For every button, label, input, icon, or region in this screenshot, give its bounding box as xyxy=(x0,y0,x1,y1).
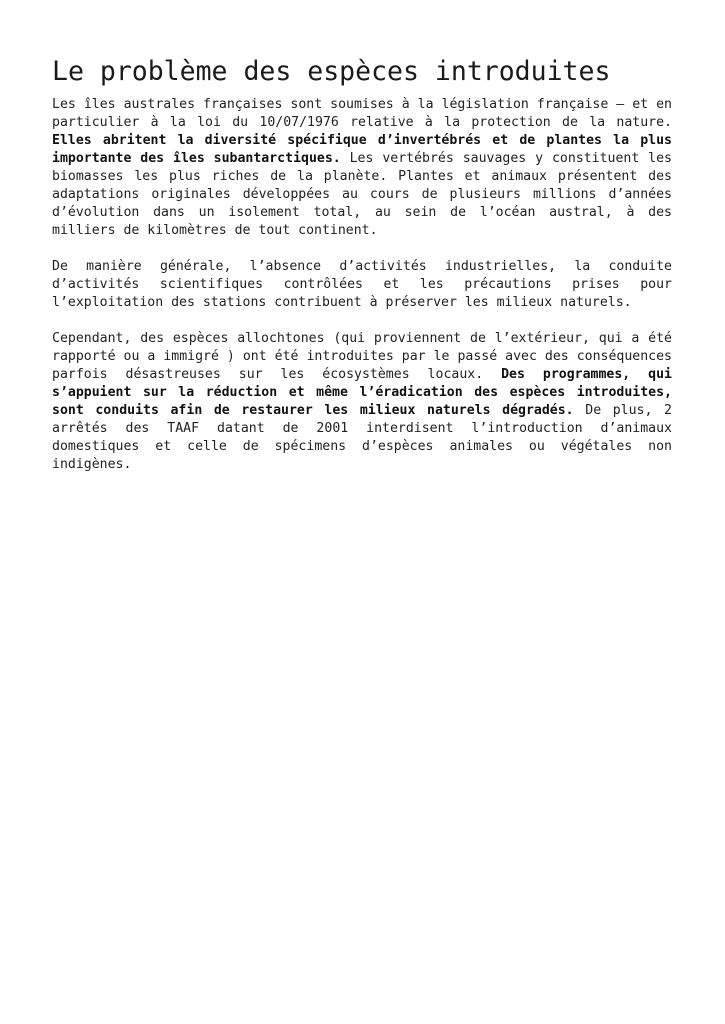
page-title: Le problème des espèces introduites xyxy=(52,56,611,87)
paragraph-1 xyxy=(52,96,672,240)
paragraph-3-text-2: De plus, 2 arrêtés des TAAF datant de 2001 interdisent l’introduction d’animaux domestiques et celle de spécimens d’espèces animales ou végétales non indigènes. xyxy=(52,403,672,472)
paragraph-3-bold: Des programmes, qui s’appuient sur la réduction et même l’éradication des espèces introduites, sont conduits afin de restaurer les milieux naturels dégradés. xyxy=(52,367,672,418)
paragraph-1-text-1: Les îles australes françaises sont soumises à la législation française – et en particulier à la loi du 10/07/1976 relative à la protection de la nature. xyxy=(52,97,672,130)
paragraph-1-bold: Elles abritent la diversité spécifique d’invertébrés et de plantes la plus importante des îles subantarctiques. xyxy=(52,133,672,166)
paragraph-1-text-2: Les vertébrés sauvages y constituent les biomasses les plus riches de la planète. Plantes et animaux présentent des adaptations originales développées au cours de plusieurs millions d’années d’évolution dans un isolement total, au sein de l’océan austral, à des milliers de kilomètres de tout continent. xyxy=(52,151,673,238)
paragraph-3-text-1: Cependant, des espèces allochtones (qui proviennent de l’extérieur, qui a été rapporté ou a immigré ) ont été introduites par le passé avec des conséquences parfois désastreuses sur les écosystèmes locaux. xyxy=(52,331,672,382)
paragraph-3 xyxy=(52,330,672,474)
paragraph-2-text-1: De manière générale, l’absence d’activités industrielles, la conduite d’activités scientifiques contrôlées et les précautions prises pour l’exploitation des stations contribuent à préserver les milieux naturels. xyxy=(52,259,672,310)
document-page xyxy=(52,56,672,492)
paragraph-2 xyxy=(52,258,672,312)
